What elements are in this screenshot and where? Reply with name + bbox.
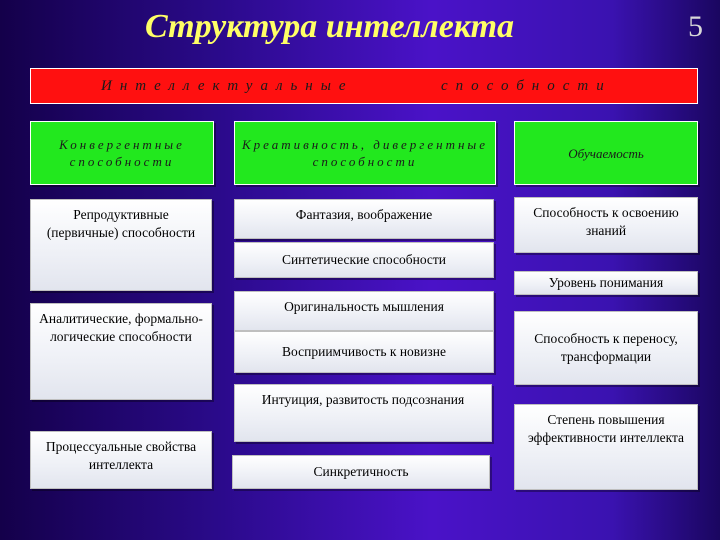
header-bar xyxy=(30,68,698,104)
right-box-efficiency xyxy=(514,404,698,490)
left-box-reproductive xyxy=(30,199,212,291)
left-box-processual xyxy=(30,431,212,489)
slide-number: 5 xyxy=(688,10,703,43)
middle-box-syncretism-label: Синкретичность xyxy=(313,464,409,479)
right-box-understanding-label: Уровень понимания xyxy=(548,275,664,290)
left-box-analytical xyxy=(30,303,212,400)
middle-box-fantasy xyxy=(234,199,494,239)
right-box-transfer xyxy=(514,311,698,385)
right-box-knowledge-label: Способность к освоению знаний xyxy=(533,205,679,238)
middle-box-synthetic xyxy=(234,242,494,278)
column-header-learnability xyxy=(514,121,698,185)
column-header-learnability-label: Обучаемость xyxy=(568,145,644,161)
right-box-knowledge xyxy=(514,197,698,253)
slide-title: Структура интеллекта xyxy=(145,8,515,45)
middle-box-novelty-label: Восприимчивость к новизне xyxy=(282,344,446,359)
right-box-efficiency-label: Степень повышения эффективности интеллекта xyxy=(527,412,685,445)
middle-box-intuition-label: Интуиция, развитость подсознания xyxy=(261,392,465,407)
column-header-creativity-label: Креативность, дивергентные способности xyxy=(242,137,488,169)
left-box-reproductive-label: Репродуктивные (первичные) способности xyxy=(46,207,196,240)
middle-box-originality xyxy=(234,291,494,331)
header-word-2: способности xyxy=(441,77,612,94)
column-header-convergent-label: Конвергентные способности xyxy=(59,137,185,169)
middle-box-originality-label: Оригинальность мышления xyxy=(284,299,444,314)
right-box-transfer-label: Способность к переносу, трансформации xyxy=(534,331,678,364)
middle-box-synthetic-label: Синтетические способности xyxy=(281,252,447,267)
left-box-analytical-label: Аналитические, формально-логические способности xyxy=(39,311,203,344)
column-header-creativity xyxy=(234,121,496,185)
middle-box-novelty xyxy=(234,331,494,373)
left-box-processual-label: Процессуальные свойства интеллекта xyxy=(45,439,197,472)
header-word-1: Интеллектуальные xyxy=(101,77,354,94)
middle-box-intuition xyxy=(234,384,492,442)
middle-box-syncretism xyxy=(232,455,490,489)
column-header-convergent xyxy=(30,121,214,185)
right-box-understanding xyxy=(514,271,698,295)
middle-box-fantasy-label: Фантазия, воображение xyxy=(295,207,433,222)
